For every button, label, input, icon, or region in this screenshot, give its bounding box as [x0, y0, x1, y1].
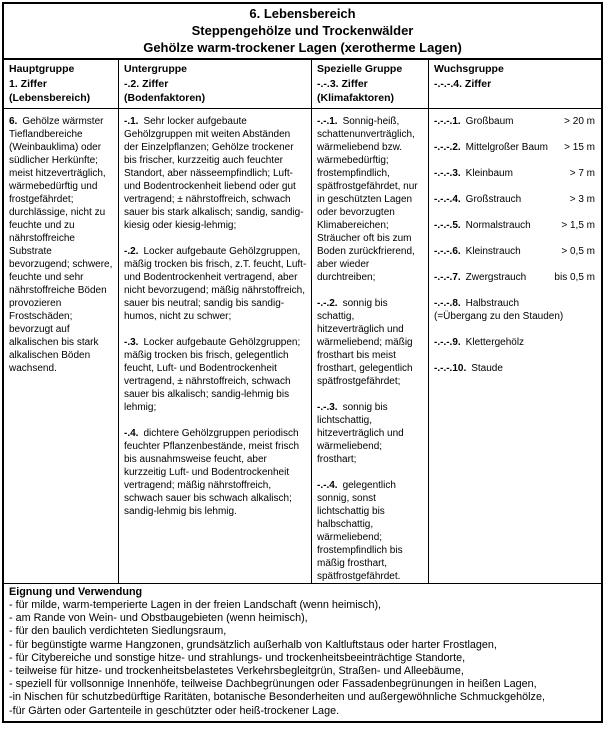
wuchsgruppe-size: [595, 336, 597, 349]
entry-text: Locker aufgebaute Gehölzgruppen; mäßig trocken bis frisch, gelegentlich feucht, Luft- und Bodentrockenheit vertragend, ± nährstoffreich, schwach sauer bis alkalisch; sandig-lehmig bis lehmig;: [124, 336, 301, 413]
entry-number: -.-.1.: [317, 115, 338, 127]
footer-line: - für Citybereiche und sonstige hitze- und strahlungs- und trockenheitsbeeinträchtige Standorte,: [9, 651, 466, 664]
footer-line: - speziell für vollsonnige Innenhöfe, teilweise Dachbegrünungen oder Fassadenbegrünungen in heißen Lagen,: [9, 678, 537, 691]
header-line: Hauptgruppe: [9, 63, 75, 75]
header-hauptgruppe: [4, 60, 119, 108]
wuchsgruppe-item: [434, 219, 597, 232]
wuchsgruppe-size: [595, 362, 597, 375]
untergruppe-entry: [124, 427, 307, 518]
wuchsgruppe-size: > 7 m: [569, 167, 595, 179]
entry-number: -.-.-.9.: [434, 336, 461, 348]
entry-number: -.-.3.: [317, 401, 338, 413]
lebensbereich-table: [2, 2, 603, 723]
header-line: -.2. Ziffer: [124, 77, 169, 90]
col-wuchsgruppe: [429, 109, 601, 583]
header-spezielle-gruppe: [312, 60, 429, 108]
entry-number: -.-.-.2.: [434, 141, 461, 153]
entry-number: -.-.-.3.: [434, 167, 461, 179]
header-line: (Bodenfaktoren): [124, 92, 206, 105]
entry-text: Locker aufgebaute Gehölzgruppen, mäßig trocken bis frisch, z.T. feucht, Luft- und Bodentrockenheit vertragend, aber nicht bevorzugend; mäßig nährstoffreich, sauer bis neutral; sandig bis sandig-humos, nicht zu schwer;: [124, 245, 307, 322]
hauptgruppe-entry: [9, 115, 114, 375]
entry-number: -.1.: [124, 115, 139, 127]
entry-text: sonnig bis lichtschattig, hitzeverträglich und wärmeliebend; frosthart;: [317, 401, 404, 465]
entry-number: -.3.: [124, 336, 139, 348]
spezielle-gruppe-entry: [317, 479, 424, 583]
wuchsgruppe-item: [434, 336, 597, 349]
entry-text: Klettergehölz: [465, 336, 525, 348]
wuchsgruppe-size: > 0,5 m: [561, 245, 595, 257]
wuchsgruppe-item: [434, 193, 597, 206]
header-line: (Lebensbereich): [9, 92, 91, 105]
footer-line: -für Gärten oder Gartenteile in geschützter oder heiß-trockener Lage.: [9, 704, 340, 717]
entry-text: gelegentlich sonnig, sonst lichtschattig bis halbschattig, wärmeliebend; frostempfindlich bis mäßig frosthart, spätfrostgefährdet.: [317, 479, 403, 582]
wuchsgruppe-label: [434, 336, 524, 349]
footer-line: - für den baulich verdichteten Siedlungsraum,: [9, 625, 227, 638]
footer-heading: Eignung und Verwendung: [9, 585, 143, 598]
title-line-lebensbereich: 6. Lebensbereich: [249, 6, 356, 21]
wuchsgruppe-size: > 3 m: [569, 193, 595, 205]
spezielle-gruppe-entry: [317, 115, 424, 284]
header-line: Untergruppe: [124, 63, 187, 75]
wuchsgruppe-item: [434, 167, 597, 180]
wuchsgruppe-label: [434, 362, 503, 375]
wuchsgruppe-label: [434, 115, 513, 128]
untergruppe-entry: [124, 115, 307, 232]
wuchsgruppe-label: [434, 245, 521, 258]
footer-line: - am Rande von Wein- und Obstbaugebieten (wenn heimisch),: [9, 612, 308, 625]
entry-number: -.-.2.: [317, 297, 338, 309]
header-line: -.-.-.4. Ziffer: [434, 77, 492, 90]
table-title: [4, 4, 601, 60]
wuchsgruppe-size: bis 0,5 m: [554, 271, 595, 283]
entry-number: -.-.-.10.: [434, 362, 467, 374]
header-line: -.-.3. Ziffer: [317, 77, 368, 90]
untergruppe-entry: [124, 336, 307, 414]
spezielle-gruppe-entry: [317, 401, 424, 466]
wuchsgruppe-label: [434, 271, 526, 284]
wuchsgruppe-size: > 15 m: [564, 141, 595, 153]
wuchsgruppe-item: [434, 297, 597, 310]
header-untergruppe: [119, 60, 312, 108]
wuchsgruppe-size: [595, 297, 597, 310]
wuchsgruppe-label: [434, 297, 519, 310]
footer-line: - für begünstigte warme Hangzonen, grundsätzlich außerhalb von Kaltluftstaus oder harter Frostlagen,: [9, 638, 497, 651]
col-hauptgruppe: [4, 109, 119, 583]
entry-text: Staude: [471, 362, 503, 374]
header-line: (Klimafaktoren): [317, 92, 395, 105]
wuchsgruppe-label: [434, 167, 513, 180]
footer-line: - teilweise für hitze- und trockenheitsbelastetes Verkehrsbegleitgrün, Straßen- und Alleebäume,: [9, 665, 464, 677]
wuchsgruppe-size: > 1,5 m: [561, 219, 595, 231]
wuchsgruppe-item: [434, 245, 597, 258]
spezielle-gruppe-entry: [317, 297, 424, 388]
entry-number: 6.: [9, 115, 18, 127]
wuchsgruppe-item: [434, 141, 597, 154]
entry-text: Großstrauch: [465, 193, 522, 205]
entry-number: -.4.: [124, 427, 139, 439]
wuchsgruppe-item: [434, 362, 597, 375]
entry-text: Kleinstrauch: [465, 245, 521, 257]
wuchsgruppe-label: [434, 141, 548, 154]
wuchsgruppe-size: > 20 m: [564, 115, 595, 127]
entry-text: Kleinbaum: [465, 167, 513, 179]
header-line: Wuchsgruppe: [434, 63, 504, 75]
entry-text: dichtere Gehölzgruppen periodisch feuchter Pflanzenbestände, meist frisch bis ausnahmsweise feucht, aber kurzzeitig Luft- und Bodentrockenheit vertragend; mäßig nährstoffreich, schwach sauer bis schwach alkalisch; sandig-lehmig bis lehmig.: [124, 427, 300, 517]
entry-number: -.-.4.: [317, 479, 338, 491]
entry-number: -.-.-.7.: [434, 271, 461, 283]
untergruppe-entry: [124, 245, 307, 323]
eignung-und-verwendung-section: [4, 583, 601, 721]
entry-number: -.2.: [124, 245, 139, 257]
wuchsgruppe-label: [434, 193, 521, 206]
header-wuchsgruppe: [429, 60, 601, 108]
entry-number: -.-.-.1.: [434, 115, 461, 127]
col-untergruppe: [119, 109, 312, 583]
entry-number: -.-.-.6.: [434, 245, 461, 257]
entry-text: Gehölze wärmster Tieflandbereiche (Weinbauklima) oder südlicher Herkünfte; meist hitzeverträglich, wärmebedürftig und frostgefährdet; durchlässige, nicht zu feuchte und zu nährstoffreiche Substrate bevorzugend; schwere, feuchte und sehr nährstoffreiche Böden provozieren Frostschäden; bevorzugt auf alkalischen bis stark alkalischen Böden wachsend.: [9, 115, 113, 374]
entry-number: -.-.-.4.: [434, 193, 461, 205]
entry-text: Großbaum: [465, 115, 514, 127]
wuchsgruppe-item: [434, 271, 597, 284]
entry-text: Normalstrauch: [465, 219, 531, 231]
entry-number: -.-.-.5.: [434, 219, 461, 231]
entry-text: Sonnig-heiß, schattenunverträglich, wärmeliebend bzw. wärmebedürftig; frostempfindlich, spätfrostgefährdet, nur in geschützten Lagen oder bevorzugten Klimabereichen; Sträucher oft bis zum Boden zurückfrierend, aber wieder durchtreiben;: [317, 115, 418, 283]
entry-text: Mittelgroßer Baum: [465, 141, 548, 153]
column-header-row: [4, 60, 601, 109]
footer-line: -in Nischen für schutzbedürftige Raritäten, botanische Besonderheiten und außergewöhnliche Schmuckgehölze,: [9, 691, 545, 704]
footer-line: - für milde, warm-temperierte Lagen in der freien Landschaft (wenn heimisch),: [9, 598, 382, 611]
wuchsgruppe-item: [434, 115, 597, 128]
entry-text: Halbstrauch: [465, 297, 520, 309]
entry-text: Zwergstrauch: [465, 271, 527, 283]
entry-number: -.-.-.8.: [434, 297, 461, 309]
entry-text: sonnig bis schattig, hitzeverträglich und wärmeliebend; mäßig frosthart bis meist frosthart, gelegentlich spätfrostgefährdet;: [317, 297, 413, 387]
wuchsgruppe-label: [434, 219, 531, 232]
entry-text: Sehr locker aufgebaute Gehölzgruppen mit weiten Abständen der Einzelpflanzen; Gehölze trockener bis frischer, kurzzeitig auch feuchter Standort, aber nässeempfindlich; Luft- und Bodentrockenheit liebend oder gut vertragend; ± nährstoffreich, schwach sauer bis stark alkalisch; sandig, sandig-kiesig oder kiesig-lehmig;: [124, 115, 304, 231]
header-line: 1. Ziffer: [9, 77, 47, 90]
title-line-steppengehoelze: Steppengehölze und Trockenwälder: [191, 23, 414, 38]
wuchsgruppe-sublabel: (=Übergang zu den Stauden): [434, 310, 564, 322]
title-line-gehoelze: Gehölze warm-trockener Lagen (xerotherme Lagen): [143, 40, 462, 55]
header-line: Spezielle Gruppe: [317, 63, 403, 75]
col-spezielle-gruppe: [312, 109, 429, 583]
table-body: [4, 109, 601, 583]
